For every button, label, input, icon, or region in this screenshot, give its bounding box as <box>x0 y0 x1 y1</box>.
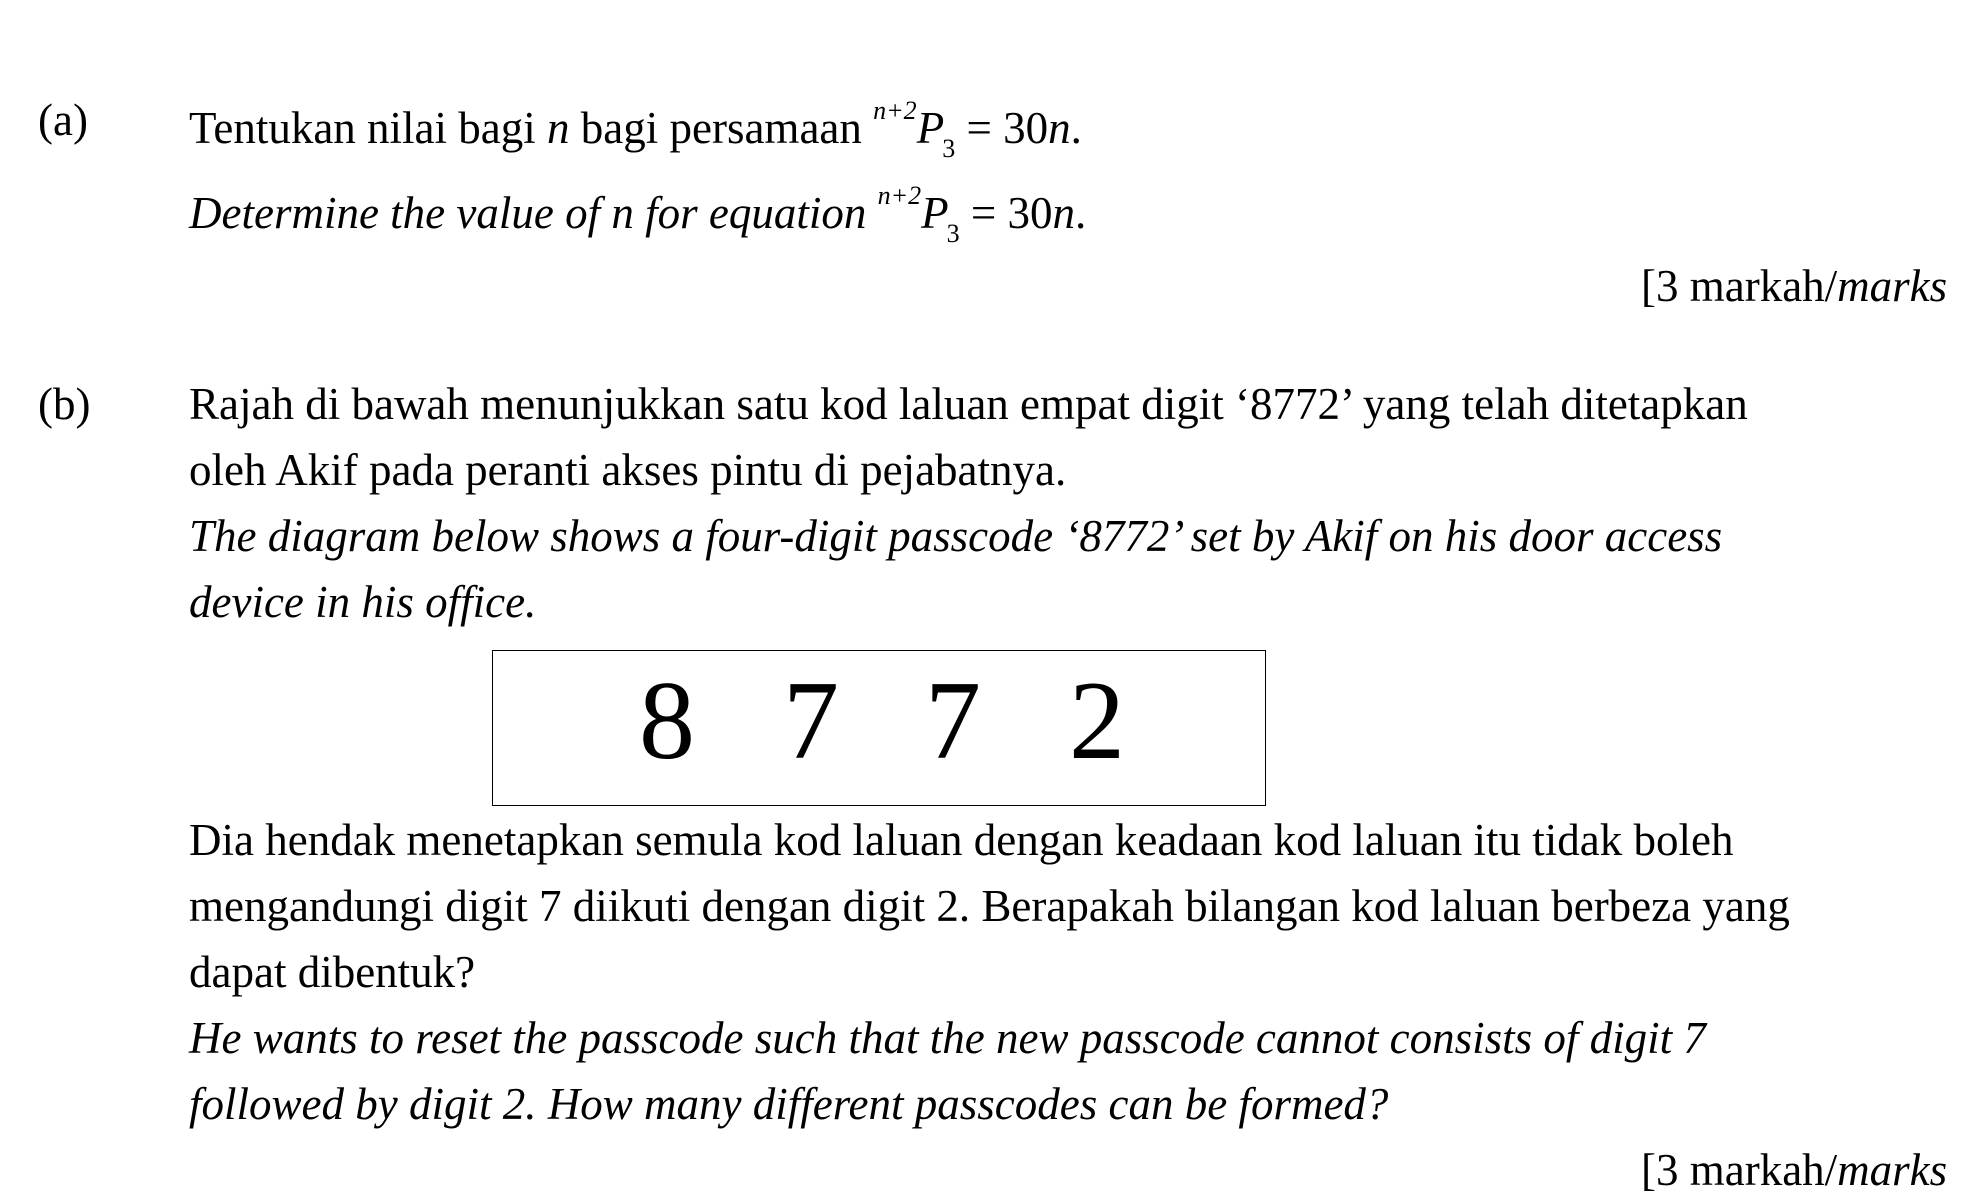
part-a-english-question <box>189 183 1086 247</box>
variable-n: n <box>1048 103 1071 153</box>
period: . <box>1070 103 1082 153</box>
superscript: n+2 <box>877 181 922 210</box>
part-b-marks <box>1641 1145 1948 1195</box>
part-b-english-question-line-2: followed by digit 2. How many different passcodes can be formed? <box>189 1079 1389 1129</box>
text: for equation <box>645 188 867 238</box>
marks-english: marks <box>1837 261 1948 311</box>
variable-n: n <box>611 188 634 238</box>
part-b-malay-question-line-2: mengandungi digit 7 diikuti dengan digit 2. Berapakah bilangan kod laluan berbeza yang <box>189 881 1790 931</box>
superscript: n+2 <box>873 96 917 125</box>
permutation-symbol: P <box>921 188 949 238</box>
part-b-malay-line-2: oleh Akif pada peranti akses pintu di pejabatnya. <box>189 445 1067 495</box>
passcode-digit: 8 <box>639 659 695 783</box>
variable-n: n <box>1052 188 1076 238</box>
marks-malay: [3 markah/ <box>1641 1145 1838 1195</box>
passcode-digit: 7 <box>925 659 981 783</box>
passcode-digit: 7 <box>783 659 839 783</box>
period: . <box>1075 188 1087 238</box>
part-b-english-question-line-1: He wants to reset the passcode such that the new passcode cannot consists of digit 7 <box>189 1013 1706 1063</box>
part-b-english-line-1: The diagram below shows a four-digit passcode ‘8772’ set by Akif on his door access <box>189 511 1723 561</box>
permutation-symbol: P <box>916 103 945 153</box>
part-b-malay-line-1: Rajah di bawah menunjukkan satu kod laluan empat digit ‘8772’ yang telah ditetapkan <box>189 379 1748 429</box>
text: Tentukan nilai bagi <box>189 103 536 153</box>
variable-n: n <box>547 103 570 153</box>
marks-malay: [3 markah/ <box>1641 261 1838 311</box>
text: Determine the value of <box>189 188 601 238</box>
passcode-digit: 2 <box>1069 659 1125 783</box>
passcode-box <box>492 650 1266 806</box>
marks-english: marks <box>1837 1145 1948 1195</box>
equation-rhs: = 30 <box>970 188 1053 238</box>
part-b-malay-question-line-3: dapat dibentuk? <box>189 947 476 997</box>
equation-rhs: = 30 <box>966 103 1049 153</box>
text: bagi persamaan <box>580 103 862 153</box>
part-a-malay-question <box>189 98 1082 162</box>
part-a-label: (a) <box>38 95 88 145</box>
part-b-label: (b) <box>38 379 91 429</box>
part-b-english-line-2: device in his office. <box>189 577 537 627</box>
subscript: 3 <box>946 219 960 248</box>
subscript: 3 <box>942 134 956 163</box>
part-a-marks <box>1641 261 1948 311</box>
part-b-malay-question-line-1: Dia hendak menetapkan semula kod laluan dengan keadaan kod laluan itu tidak boleh <box>189 815 1734 865</box>
